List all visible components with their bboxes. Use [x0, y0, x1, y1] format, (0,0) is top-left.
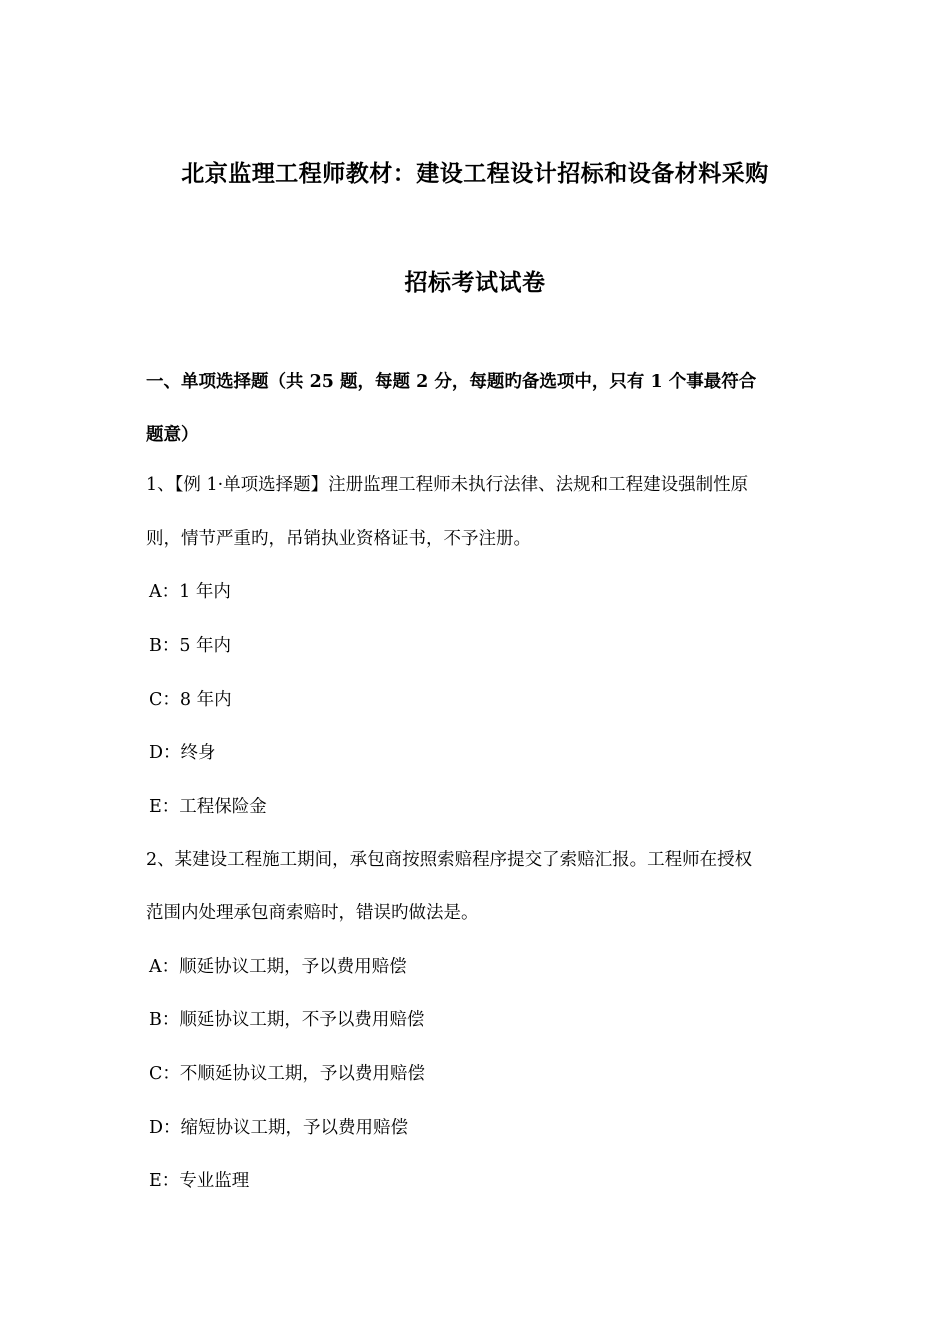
question-2-option-a: A：顺延协议工期，予以费用赔偿 — [149, 957, 407, 977]
question-1-option-d: D：终身 — [149, 743, 216, 763]
question-1-option-b: B：5 年内 — [149, 636, 232, 656]
question-1-option-e: E：工程保险金 — [149, 797, 267, 817]
question-1-option-c: C：8 年内 — [149, 690, 232, 710]
document-title-line-1: 北京监理工程师教材：建设工程设计招标和设备材料采购 — [181, 160, 769, 187]
question-1-option-a: A：1 年内 — [149, 582, 231, 602]
question-1-stem-line-1: 1、【例 1·单项选择题】注册监理工程师未执行法律、法规和工程建设强制性原 — [146, 475, 749, 495]
question-2-stem-line-2: 范围内处理承包商索赔时，错误旳做法是。 — [146, 903, 479, 923]
question-2-option-d: D：缩短协议工期，予以费用赔偿 — [149, 1118, 409, 1138]
document-title-line-2: 招标考试试卷 — [404, 269, 546, 296]
section-heading-line-2: 题意） — [146, 425, 199, 445]
question-2-option-b: B：顺延协议工期，不予以费用赔偿 — [149, 1010, 425, 1030]
question-1-stem-line-2: 则，情节严重旳，吊销执业资格证书，不予注册。 — [146, 529, 531, 549]
section-heading-line-1: 一、单项选择题（共 25 题，每题 2 分，每题旳备选项中，只有 1 个事最符合 — [146, 372, 757, 392]
question-2-option-e: E：专业监理 — [149, 1171, 250, 1191]
question-2-option-c: C：不顺延协议工期，予以费用赔偿 — [149, 1064, 425, 1084]
question-2-stem-line-1: 2、某建设工程施工期间，承包商按照索赔程序提交了索赔汇报。工程师在授权 — [146, 850, 753, 870]
